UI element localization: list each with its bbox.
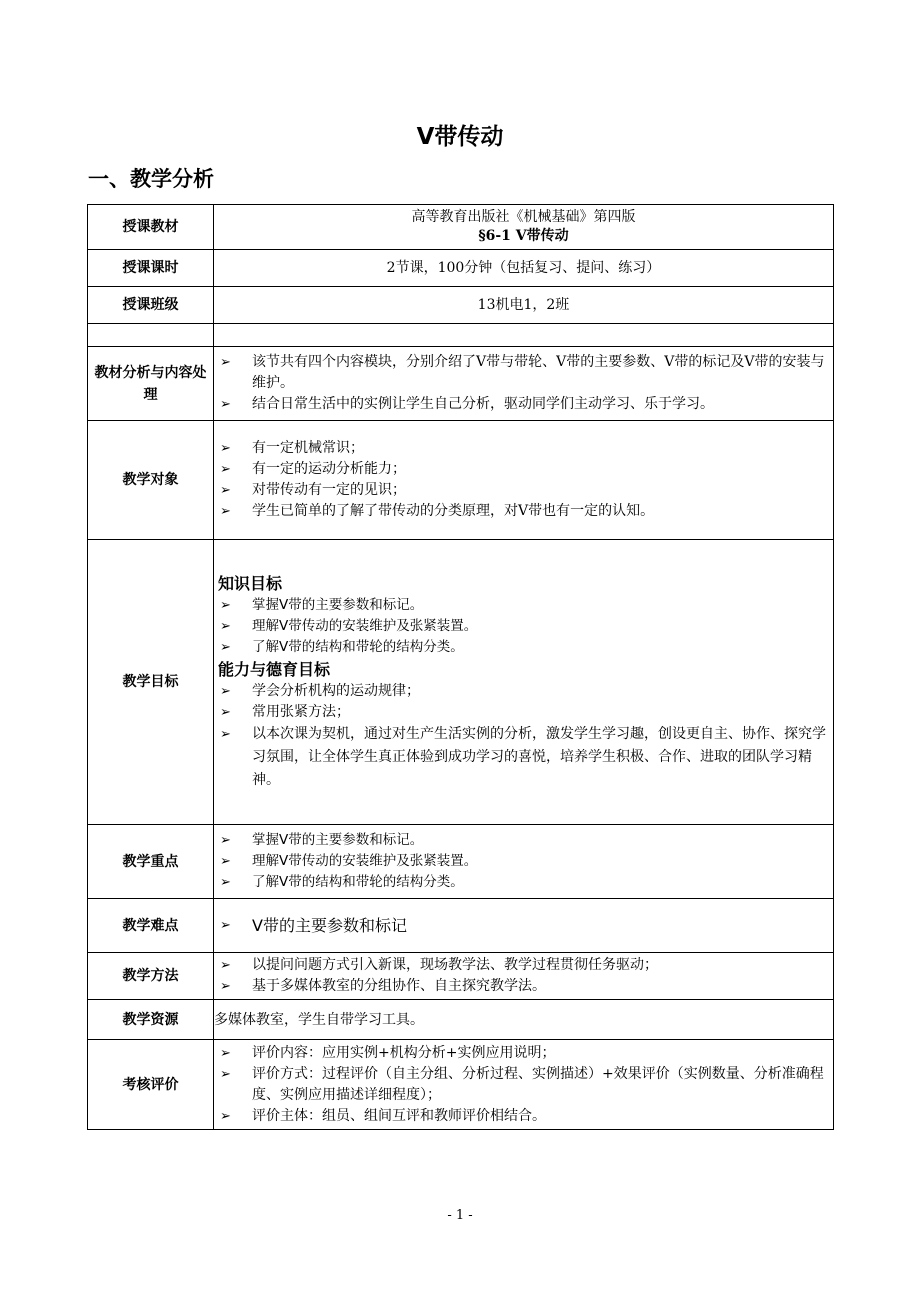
list-item: ➢ 有一定的运动分析能力； bbox=[214, 459, 833, 480]
bullet-arrow-icon: ➢ bbox=[220, 727, 231, 742]
row-assessment bbox=[88, 1040, 834, 1130]
row-empty bbox=[88, 324, 834, 347]
row-label: 教学对象 bbox=[88, 421, 214, 540]
textbook-line: 高等教育出版社《机械基础》第四版 bbox=[411, 209, 636, 225]
teaching-analysis-table bbox=[87, 204, 834, 1130]
row-class bbox=[88, 287, 834, 324]
row-content bbox=[214, 899, 834, 953]
row-content bbox=[214, 825, 834, 899]
list-item: ➢ 掌握V带的主要参数和标记。 bbox=[214, 595, 833, 616]
bullet-arrow-icon: ➢ bbox=[220, 684, 231, 699]
row-label: 教学方法 bbox=[88, 953, 214, 1000]
ability-goals-heading: 能力与德育目标 bbox=[218, 660, 331, 679]
row-content: 13机电1，2班 bbox=[214, 287, 834, 324]
row-content bbox=[214, 1040, 834, 1130]
list-item: ➢ 了解V带的结构和带轮的结构分类。 bbox=[214, 872, 833, 893]
bullet-arrow-icon: ➢ bbox=[220, 441, 231, 456]
bullet-arrow-icon: ➢ bbox=[220, 854, 231, 869]
document-title: V带传动 bbox=[416, 124, 504, 150]
list-item: ➢ 学生已简单的了解了带传动的分类原理，对V带也有一定的认知。 bbox=[214, 501, 833, 522]
textbook-section: §6-1 V带传动 bbox=[478, 228, 569, 244]
list-item: ➢ 有一定机械常识； bbox=[214, 438, 833, 459]
list-item: ➢ 理解V带传动的安装维护及张紧装置。 bbox=[214, 851, 833, 872]
bullet-arrow-icon: ➢ bbox=[220, 958, 231, 973]
list-item: ➢ 结合日常生活中的实例让学生自己分析，驱动同学们主动学习、乐于学习。 bbox=[214, 394, 833, 415]
row-keypoints bbox=[88, 825, 834, 899]
row-methods bbox=[88, 953, 834, 1000]
row-label: 教学重点 bbox=[88, 825, 214, 899]
list-item: ➢ 评价内容：应用实例+机构分析+实例应用说明； bbox=[214, 1043, 833, 1064]
knowledge-goals-heading: 知识目标 bbox=[218, 574, 283, 593]
empty-cell bbox=[214, 324, 834, 347]
list-item: ➢ 常用张紧方法； bbox=[214, 702, 833, 723]
row-label: 授课课时 bbox=[88, 250, 214, 287]
row-resources bbox=[88, 1000, 834, 1040]
page-number: - 1 - bbox=[447, 1208, 473, 1223]
bullet-arrow-icon: ➢ bbox=[220, 504, 231, 519]
row-textbook bbox=[88, 205, 834, 250]
row-content bbox=[214, 205, 834, 250]
bullet-arrow-icon: ➢ bbox=[220, 462, 231, 477]
bullet-arrow-icon: ➢ bbox=[220, 1108, 231, 1124]
list-item: ➢ 学会分析机构的运动规律； bbox=[214, 681, 833, 702]
row-label: 授课教材 bbox=[88, 205, 214, 250]
list-item: ➢ 基于多媒体教室的分组协作、自主探究教学法。 bbox=[214, 976, 833, 997]
list-item: ➢ V带的主要参数和标记 bbox=[220, 916, 407, 935]
bullet-arrow-icon: ➢ bbox=[220, 619, 231, 634]
row-hours bbox=[88, 250, 834, 287]
row-label: 教学难点 bbox=[88, 899, 214, 953]
bullet-arrow-icon: ➢ bbox=[220, 979, 231, 994]
list-item: ➢ 了解V带的结构和带轮的结构分类。 bbox=[214, 637, 833, 658]
row-content bbox=[214, 540, 834, 825]
bullet-arrow-icon: ➢ bbox=[220, 598, 231, 613]
bullet-arrow-icon: ➢ bbox=[220, 1045, 231, 1061]
row-difficulties bbox=[88, 899, 834, 953]
row-label: 授课班级 bbox=[88, 287, 214, 324]
bullet-arrow-icon: ➢ bbox=[220, 833, 231, 848]
bullet-arrow-icon: ➢ bbox=[220, 875, 231, 890]
row-analysis bbox=[88, 347, 834, 421]
list-item: ➢ 以本次课为契机，通过对生产生活实例的分析，激发学生学习趣，创设更自主、协作、探究学习氛围，让全体学生真正体验到成功学习的喜悦，培养学生积极、合作、进取的团队学习精神。 bbox=[214, 723, 833, 792]
row-label: 教学资源 bbox=[88, 1000, 214, 1040]
row-content: 多媒体教室，学生自带学习工具。 bbox=[214, 1000, 834, 1040]
row-content: 2节课，100分钟（包括复习、提问、练习） bbox=[214, 250, 834, 287]
bullet-arrow-icon: ➢ bbox=[220, 1066, 231, 1082]
row-content bbox=[214, 953, 834, 1000]
bullet-arrow-icon: ➢ bbox=[220, 705, 231, 720]
bullet-arrow-icon: ➢ bbox=[220, 355, 231, 370]
list-item: ➢ 以提问问题方式引入新课，现场教学法、教学过程贯彻任务驱动； bbox=[214, 955, 833, 976]
list-item: ➢ 评价主体：组员、组间互评和教师评价相结合。 bbox=[214, 1106, 833, 1127]
row-label: 教学目标 bbox=[88, 540, 214, 825]
row-audience bbox=[88, 421, 834, 540]
bullet-arrow-icon: ➢ bbox=[220, 397, 231, 412]
row-content bbox=[214, 347, 834, 421]
row-content bbox=[214, 421, 834, 540]
row-goals bbox=[88, 540, 834, 825]
row-label: 教材分析与内容处理 bbox=[88, 347, 214, 421]
list-item: ➢ 理解V带传动的安装维护及张紧装置。 bbox=[214, 616, 833, 637]
bullet-arrow-icon: ➢ bbox=[220, 483, 231, 498]
empty-cell bbox=[88, 324, 214, 347]
list-item: ➢ 对带传动有一定的见识； bbox=[214, 480, 833, 501]
bullet-arrow-icon: ➢ bbox=[220, 640, 231, 655]
list-item: ➢ 该节共有四个内容模块，分别介绍了V带与带轮、V带的主要参数、V带的标记及V带的安装与维护。 bbox=[220, 354, 825, 391]
bullet-arrow-icon: ➢ bbox=[220, 918, 231, 933]
section-heading: 一、教学分析 bbox=[88, 167, 214, 191]
list-item: ➢ 评价方式：过程评价（自主分组、分析过程、实例描述）+效果评价（实例数量、分析准确程度、实例应用描述详细程度）； bbox=[220, 1065, 824, 1103]
list-item: ➢ 掌握V带的主要参数和标记。 bbox=[214, 830, 833, 851]
row-label: 考核评价 bbox=[88, 1040, 214, 1130]
